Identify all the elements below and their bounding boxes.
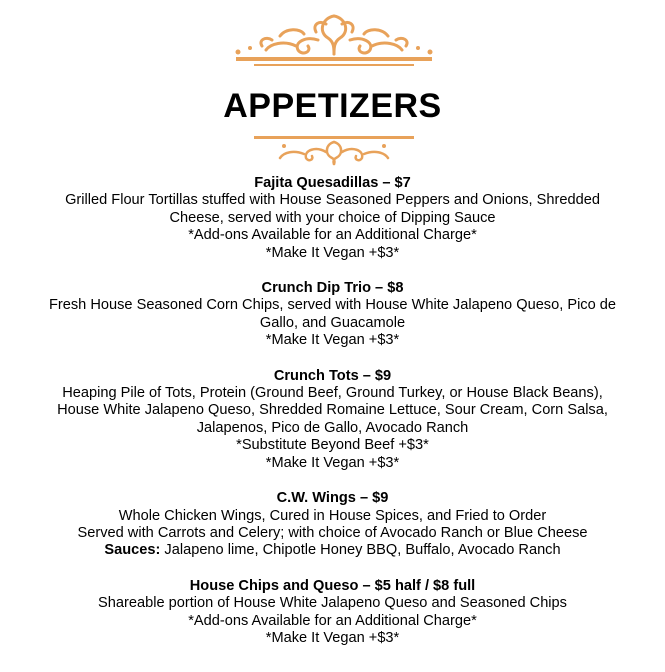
menu-item-description: Fresh House Seasoned Corn Chips, served with House White Jalapeno Queso, Pico de xyxy=(48,297,617,314)
sauces-label: Sauces: xyxy=(104,542,161,559)
menu-item xyxy=(0,490,665,560)
menu-item-name: House Chips and Queso – $5 half / $8 full xyxy=(189,577,476,594)
menu-item-note: *Make It Vegan +$3* xyxy=(265,332,400,349)
ornamental-flourish-icon xyxy=(214,10,454,72)
menu-item-note: *Add-ons Available for an Additional Charge* xyxy=(188,612,477,629)
menu-item-description: House White Jalapeno Queso, Shredded Romaine Lettuce, Sour Cream, Corn Salsa, xyxy=(57,402,608,419)
menu-item xyxy=(0,368,665,472)
menu-item-note: *Add-ons Available for an Additional Charge* xyxy=(188,227,477,244)
appetizer-menu xyxy=(0,175,665,665)
menu-item-name: Crunch Dip Trio – $8 xyxy=(261,280,404,297)
menu-item-sauces xyxy=(0,542,665,559)
menu-item xyxy=(0,578,665,648)
menu-item-note: *Make It Vegan +$3* xyxy=(265,454,400,471)
sauces-text: Jalapeno lime, Chipotle Honey BBQ, Buffalo, Avocado Ranch xyxy=(160,542,561,559)
ornamental-divider-icon xyxy=(244,132,424,168)
menu-item-note: *Substitute Beyond Beef +$3* xyxy=(236,437,429,454)
menu-item-name: Fajita Quesadillas – $7 xyxy=(254,175,411,191)
menu-item-note: *Make It Vegan +$3* xyxy=(265,244,400,261)
menu-item-note: *Make It Vegan +$3* xyxy=(265,629,400,646)
menu-item-name: Crunch Tots – $9 xyxy=(273,367,392,384)
menu-item-description: Gallo, and Guacamole xyxy=(259,314,406,331)
menu-item-description: Whole Chicken Wings, Cured in House Spices, and Fried to Order xyxy=(118,507,547,524)
menu-item-description: Grilled Flour Tortillas stuffed with House Seasoned Peppers and Onions, Shredded xyxy=(65,192,600,209)
menu-item-description: Heaping Pile of Tots, Protein (Ground Beef, Ground Turkey, or House Black Beans), xyxy=(62,385,603,402)
menu-item-description: Jalapenos, Pico de Gallo, Avocado Ranch xyxy=(196,419,469,436)
menu-item-description: Served with Carrots and Celery; with choice of Avocado Ranch or Blue Cheese xyxy=(77,524,588,541)
menu-item-name: C.W. Wings – $9 xyxy=(276,490,389,507)
menu-item-description: Shareable portion of House White Jalapeno Queso and Seasoned Chips xyxy=(98,595,567,612)
menu-item xyxy=(0,280,665,350)
menu-item-description: Cheese, served with your choice of Dipping Sauce xyxy=(169,209,496,226)
menu-item xyxy=(0,175,665,262)
page-title: APPETIZERS xyxy=(223,87,442,125)
